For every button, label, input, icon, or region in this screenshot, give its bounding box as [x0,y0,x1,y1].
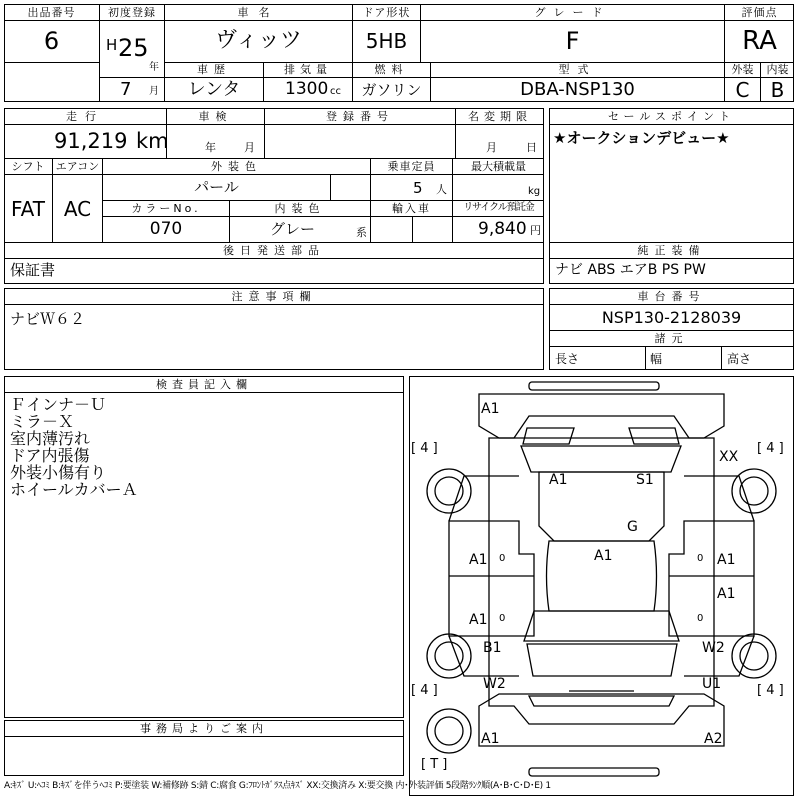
recycle-label: リサイクル預託金 [463,202,534,213]
ac-value: AC [63,196,92,221]
capacity-label: 乗車定員 [387,159,436,173]
damage-mark: XX [719,449,739,465]
damage-mark: U1 [702,676,722,692]
zero-mark: 0 [697,613,704,624]
width-label: 幅 [650,352,663,366]
car-name-value: ヴィッツ [215,28,302,53]
inspector-label: 検査員記入欄 [156,377,252,391]
divider [4,736,404,737]
score-label: 評価点 [741,5,778,19]
model-label: 型式 [558,63,597,76]
door-label: ドア形状 [362,5,411,19]
damage-mark: A1 [469,552,488,568]
displacement-value: 1300 [285,79,329,99]
tire-tread: [ 4 ] [757,441,784,456]
capacity-value: 5 [413,179,423,197]
legend: A:ｷｽﾞ U:ﾍｺﾐ B:ｷｽﾞを伴うﾍｺﾐ P:要塗装 W:補修跡 S:錆 C:腐食 G:ﾌﾛﾝﾄｶﾞﾗｽ点ｷｽﾞ XX:交換済み X:要交換 内･外装評価 5段階ﾗﾝｸ順(A･B･C･D･E) 1 [4,781,551,791]
damage-mark: W2 [483,676,506,692]
zero-mark: 0 [697,553,704,564]
first-reg-label: 初度登録 [108,5,156,19]
fuel-label: 燃料 [374,63,409,76]
color-no-value: 070 [149,219,183,239]
chassis-label: 車台番号 [637,289,706,303]
notes-label: 注意事項欄 [231,289,317,303]
name-change-day-unit: 日 [526,141,537,154]
divider [549,124,794,125]
fuel-value: ガソリン [361,80,422,99]
mileage-label: 走行 [66,109,104,123]
damage-mark: A1 [469,612,488,628]
name-change-month-unit: 月 [486,141,497,154]
inspector-notes [10,396,400,498]
car-name-label: 車名 [237,5,280,19]
sales-point-value: ★オークションデビュー★ [553,129,730,147]
damage-mark: S1 [636,472,654,488]
inspector-note: ドア内張傷 [10,446,90,465]
interior-score-label: 内装 [766,63,789,76]
exterior-score-label: 外装 [731,63,754,76]
recycle-unit: 円 [530,224,541,237]
later-parts-value: 保証書 [10,261,56,279]
inspection-month-unit: 月 [244,141,255,154]
inspector-note: ホイールカバーＡ [10,480,138,499]
damage-mark: A1 [481,401,500,417]
inspector-note: Ｆインナ－Ｕ [10,395,107,414]
history-label: 車歴 [197,63,231,76]
tire-tread: [ 4 ] [757,683,784,698]
divider [330,174,331,200]
year-unit: 年 [149,62,159,73]
max-load-unit: kg [528,186,541,197]
damage-mark: A2 [704,731,723,747]
spare-tire: [ T ] [421,757,448,772]
lot-label: 出品番号 [27,5,76,19]
int-color-value: グレー [270,220,316,238]
ext-color-value: パール [194,178,239,196]
door-value: 5HB [365,29,408,53]
sales-point-label: セールスポイント [607,109,735,123]
year-value: 25 [118,34,149,62]
inspection-label: 車検 [198,109,233,123]
damage-mark: A1 [549,472,568,488]
int-color-label: 内装色 [274,201,326,215]
inspector-note: ミラ－Ｘ [10,412,75,431]
ext-color-label: 外装色 [211,159,262,173]
divider [549,258,794,259]
capacity-unit: 人 [436,183,447,196]
displacement-unit: cc [330,86,341,97]
history-value: レンタ [187,79,241,100]
divider [549,346,794,347]
lot-value: 6 [43,27,60,55]
damage-mark: A1 [481,731,500,747]
office-label: 事務局よりご案内 [140,721,268,735]
recycle-value: 9,840 [478,219,527,239]
shift-label: シフト [11,159,45,173]
height-label: 高さ [727,352,752,366]
later-parts-label: 後日発送部品 [223,243,325,257]
import-label: 輸入車 [392,201,431,215]
length-label: 長さ [555,352,580,366]
divider [4,124,544,125]
int-color-unit: 系 [356,226,367,239]
damage-marks [409,376,794,796]
equipment-value: ナビ ABS エアB PS PW [555,262,706,278]
max-load-label: 最大積載量 [471,159,526,173]
grade-value: F [565,27,580,55]
shift-value: FAT [10,196,45,221]
grade-label: グレード [534,5,611,19]
divider [645,346,646,370]
month-value: 7 [120,79,132,100]
score-value: RA [742,26,777,56]
name-change-label: 名変期限 [468,109,532,123]
reg-no-label: 登録番号 [326,109,394,123]
tire-tread: [ 4 ] [411,441,438,456]
dims-label: 諸元 [654,331,689,345]
inspector-note: 外装小傷有り [10,463,107,482]
interior-score-value: B [770,78,785,102]
divider [412,216,413,242]
era-letter: H [106,36,118,54]
damage-mark: A1 [717,552,736,568]
model-value: DBA-NSP130 [520,79,635,100]
equipment-label: 純正装備 [637,243,706,257]
damage-mark: A1 [717,586,736,602]
displacement-label: 排気量 [284,63,332,76]
divider [4,304,544,305]
notes-value: ナビＷ６２ [10,310,86,328]
damage-mark: B1 [483,640,502,656]
month-unit: 月 [149,86,159,97]
damage-mark: G [627,519,638,535]
inspection-year-unit: 年 [205,141,216,154]
divider [4,392,404,393]
inspector-note: 室内薄汚れ [10,429,91,448]
mileage-unit: km [136,129,169,153]
damage-mark: A1 [594,548,613,564]
ac-label: エアコン [55,159,100,173]
zero-mark: 0 [499,613,506,624]
damage-mark: W2 [702,640,725,656]
mileage-value: 91,219 [54,129,128,153]
divider [721,346,722,370]
zero-mark: 0 [499,553,506,564]
divider [4,62,99,63]
tire-tread: [ 4 ] [411,683,438,698]
divider [4,258,544,259]
color-no-label: カラーNo. [131,201,201,215]
exterior-score-value: C [735,78,750,102]
chassis-value: NSP130-2128039 [601,307,742,327]
